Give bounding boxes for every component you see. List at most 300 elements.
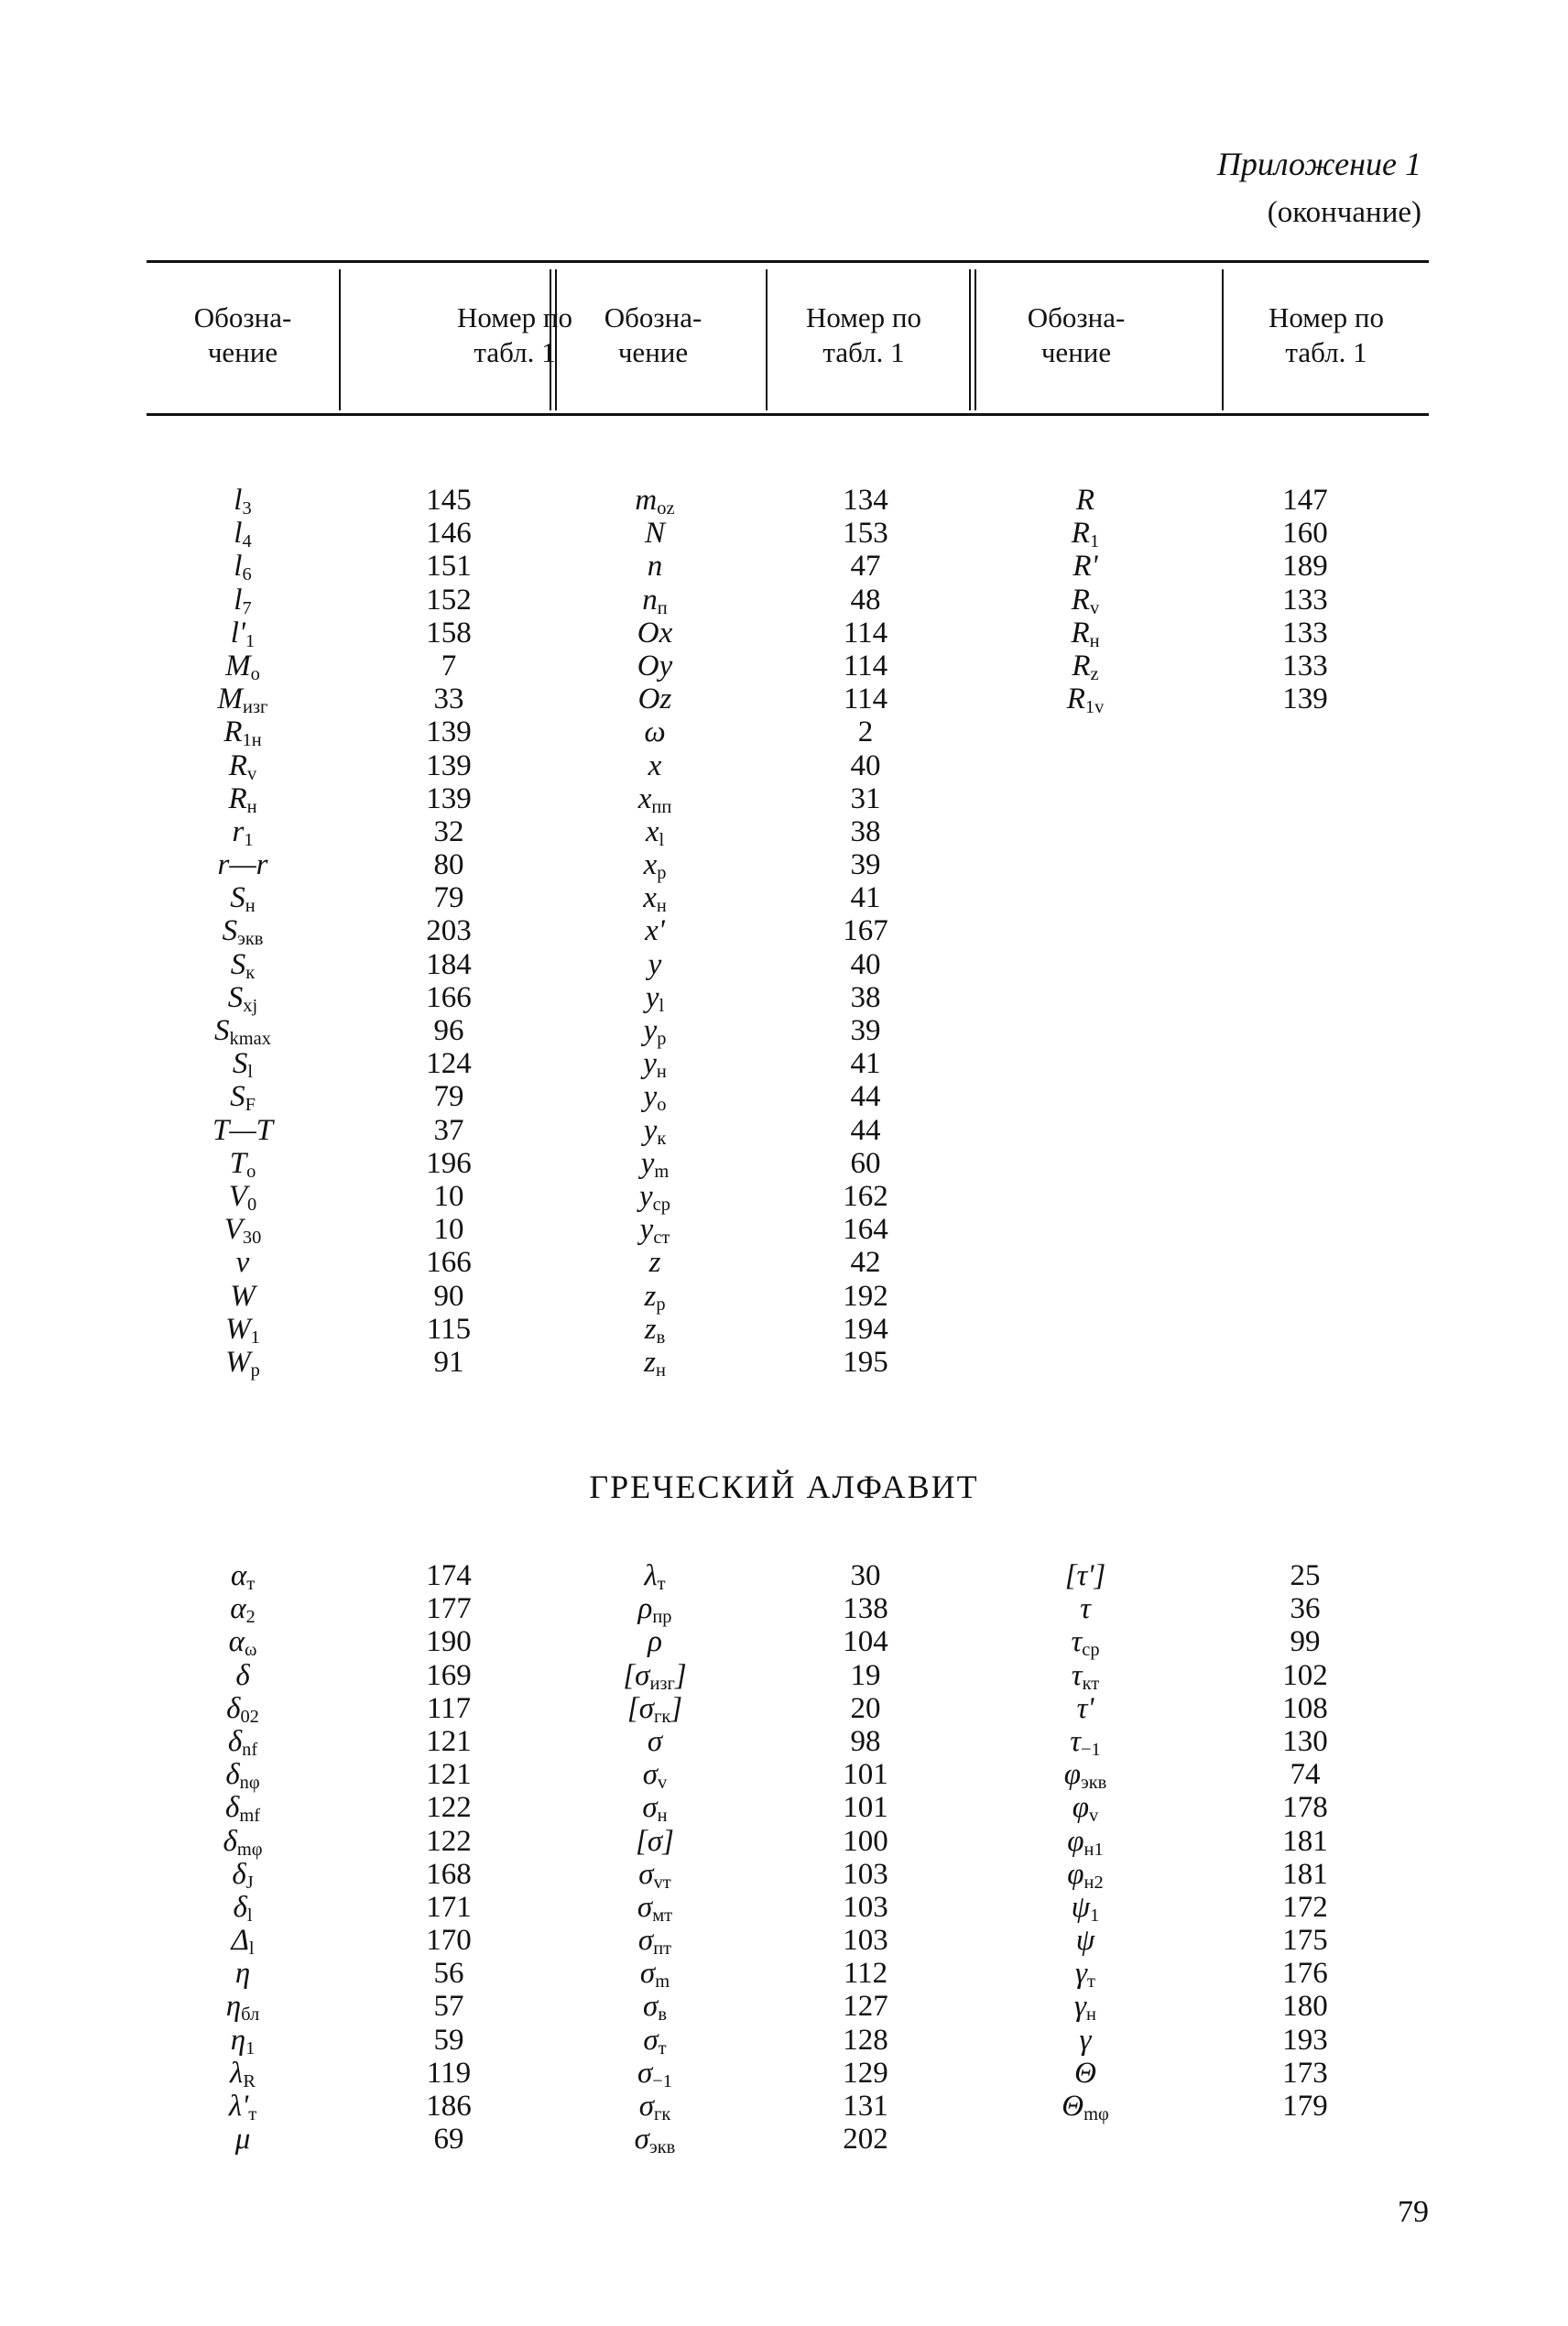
header-table-number-1: Номер по табл. 1: [456, 301, 572, 368]
symbol-subscript: 1н: [242, 730, 262, 751]
table-number-cell: 139: [1282, 683, 1328, 716]
table-number-cell: 44: [850, 1113, 881, 1147]
symbol-base: δ: [224, 1791, 240, 1825]
table-number-cell: 158: [426, 616, 472, 650]
symbol-base: τ: [1070, 1724, 1082, 1758]
symbol-subscript: 0: [246, 1195, 257, 1216]
table-number-cell: 133: [1282, 583, 1328, 617]
symbol-base: R: [228, 781, 247, 815]
table-number-cell: 171: [426, 1890, 472, 1924]
symbol-cell: [147, 1280, 339, 1313]
symbol-subscript: l: [248, 1938, 255, 1960]
table-number-cell: 128: [843, 2023, 888, 2057]
table-number-cell: 127: [843, 1990, 888, 2024]
symbol-base: W: [225, 1345, 251, 1379]
symbol-cell: [147, 1990, 339, 2026]
table-number-cell: 166: [426, 1246, 472, 1280]
table-number-cell: 138: [843, 1592, 888, 1626]
table-number-cell: 114: [843, 683, 888, 716]
symbol-subscript: l: [246, 1905, 253, 1926]
symbol-cell: [559, 1791, 751, 1827]
header-double-divider: [550, 269, 557, 410]
symbol-base: M: [225, 649, 251, 683]
symbol-subscript: изг: [649, 1673, 675, 1694]
symbol-cell: [989, 650, 1181, 683]
table-number-cell: 139: [426, 781, 472, 815]
table-number-cell: 172: [1282, 1890, 1328, 1924]
symbol-subscript: oz: [657, 498, 675, 519]
table-number-cell: 47: [850, 550, 881, 584]
symbol-cell: [147, 1891, 339, 1924]
symbol-base: R: [228, 748, 247, 782]
symbol-subscript: 1: [250, 1327, 260, 1348]
symbol-subscript: 1v: [1084, 697, 1105, 718]
table-number-cell: 90: [433, 1279, 464, 1313]
symbol-cell: [147, 1559, 339, 1595]
symbol-subscript: экв: [1080, 1773, 1107, 1794]
symbol-base: λ: [644, 1559, 658, 1592]
symbol-base: φ: [1067, 1824, 1084, 1858]
symbol-base: z: [644, 1312, 657, 1346]
symbol-cell: [559, 1313, 751, 1346]
symbol-base: R: [223, 715, 243, 749]
table-number-cell: 40: [850, 748, 881, 782]
symbol-cell: [147, 2090, 339, 2123]
table-number-cell: 180: [1282, 1990, 1328, 2024]
symbol-base: Δ: [231, 1924, 249, 1958]
table-number-cell: 101: [843, 1791, 888, 1825]
table-number-cell: 162: [843, 1179, 888, 1213]
symbol-subscript: J: [245, 1872, 254, 1893]
table-number-cell: 30: [850, 1559, 881, 1592]
table-number-cell: 96: [433, 1014, 464, 1047]
symbol-subscript: v: [658, 1773, 668, 1794]
symbol-cell: [147, 2024, 339, 2057]
symbol-base: Oy: [637, 649, 673, 683]
table-number-cell: 195: [843, 1345, 888, 1379]
symbol-subscript: н: [245, 896, 256, 917]
symbol-cell: [559, 1990, 751, 2026]
symbol-base: γ: [1079, 2023, 1092, 2057]
table-number-cell: 56: [433, 1957, 464, 1991]
appendix-title: Приложение 1: [1216, 146, 1421, 182]
symbol-subscript: п: [657, 597, 668, 618]
table-number-cell: 25: [1290, 1559, 1321, 1592]
symbol-cell: [147, 650, 339, 683]
symbol-subscript: l: [247, 1062, 254, 1083]
latin-numbers-2: [806, 484, 925, 1379]
table-number-cell: 175: [1282, 1924, 1328, 1958]
symbol-subscript: мт: [652, 1905, 673, 1926]
symbol-cell: [989, 1692, 1181, 1725]
symbol-subscript: о: [250, 664, 260, 685]
symbol-subscript: ср: [652, 1195, 670, 1216]
symbol-base: δ: [226, 1691, 241, 1725]
table-number-cell: 41: [850, 881, 881, 915]
latin-symbols-3: [989, 484, 1181, 718]
symbol-cell: [989, 484, 1181, 517]
symbol-base: σ: [638, 1857, 654, 1891]
symbol-subscript: 1: [1089, 531, 1100, 552]
symbol-cell: [559, 749, 751, 782]
symbol-subscript: kmax: [229, 1029, 271, 1050]
symbol-base: σ: [639, 1957, 656, 1991]
table-number-cell: 119: [426, 2056, 472, 2090]
symbol-base: α: [230, 1559, 247, 1592]
symbol-base: σ: [647, 1724, 663, 1758]
symbol-subscript: F: [245, 1095, 256, 1116]
symbol-cell: [147, 749, 339, 782]
symbol-cell: [147, 914, 339, 950]
symbol-subscript: к: [245, 962, 256, 983]
symbol-cell: [559, 1014, 751, 1050]
table-number-cell: 112: [843, 1957, 888, 1991]
symbol-base: R: [1075, 484, 1095, 517]
symbol-cell: [559, 1692, 751, 1725]
symbol-cell: [147, 584, 339, 617]
table-number-cell: 202: [843, 2123, 888, 2157]
symbol-cell: [989, 683, 1181, 718]
symbol-base: N: [644, 517, 665, 551]
symbol-cell: [559, 1758, 751, 1794]
table-number-cell: 44: [850, 1080, 881, 1114]
symbol-base: x: [637, 781, 652, 815]
symbol-base: Θ: [1062, 2090, 1084, 2123]
symbol-cell: [147, 981, 339, 1014]
table-number-cell: 38: [850, 814, 881, 848]
symbol-base: S: [230, 947, 246, 981]
symbol-base: z: [648, 1246, 661, 1280]
symbol-base: [σ: [626, 1691, 654, 1725]
symbol-base: δ: [223, 1824, 237, 1858]
page-number: 79: [1398, 2195, 1429, 2229]
table-number-cell: 194: [843, 1312, 888, 1346]
symbol-base: ψ: [1075, 1924, 1095, 1958]
symbol-base: R: [1072, 649, 1091, 683]
symbol-subscript: 3: [242, 498, 252, 519]
symbol-base: z: [644, 1279, 657, 1313]
table-number-cell: 60: [850, 1146, 881, 1180]
symbol-base: y: [639, 1213, 654, 1247]
symbol-base: l: [234, 550, 243, 584]
table-number-cell: 41: [850, 1047, 881, 1081]
symbol-base: λ': [228, 2090, 249, 2123]
table-number-cell: 186: [426, 2090, 472, 2123]
symbol-cell: [147, 1957, 339, 1990]
symbol-cell: [559, 1825, 751, 1858]
symbol-base: α: [228, 1625, 245, 1659]
symbol-cell: [559, 1858, 751, 1891]
symbol-subscript: о: [657, 1095, 667, 1116]
symbol-cell: [559, 848, 751, 884]
symbol-cell: [147, 1179, 339, 1216]
symbol-cell: [989, 1559, 1181, 1592]
table-number-cell: 20: [850, 1691, 881, 1725]
symbol-subscript: 2: [245, 1607, 256, 1628]
symbol-base: δ: [225, 1758, 240, 1792]
greek-alphabet-heading: ГРЕЧЕСКИЙ АЛФАВИТ: [589, 1469, 979, 1505]
symbol-subscript: 7: [242, 597, 252, 618]
symbol-cell: [147, 1346, 339, 1379]
symbol-cell: [989, 1858, 1181, 1891]
symbol-cell: [147, 1924, 339, 1960]
symbol-subscript: −1: [652, 2070, 673, 2091]
symbol-subscript: о: [246, 1161, 256, 1182]
symbol-cell: [559, 1080, 751, 1116]
table-number-cell: 134: [843, 484, 888, 517]
symbol-cell: [989, 1592, 1181, 1625]
symbol-base: σ: [634, 2123, 649, 2157]
symbol-subscript: l: [659, 829, 665, 850]
symbol-cell: [147, 550, 339, 583]
symbol-subscript: в: [656, 1327, 666, 1348]
table-number-cell: 133: [1282, 616, 1328, 650]
symbol-subscript: р: [657, 1029, 667, 1050]
symbol-subscript: бл: [241, 2004, 260, 2026]
header-top-rule: [147, 260, 1429, 263]
table-number-cell: 145: [426, 484, 472, 517]
header-table-number-2: Номер по табл. 1: [805, 301, 921, 368]
table-number-cell: 166: [426, 980, 472, 1014]
table-number-cell: 104: [843, 1625, 888, 1659]
symbol-cell: [559, 1725, 751, 1758]
table-number-cell: 103: [843, 1924, 888, 1958]
symbol-cell: [147, 1825, 339, 1858]
symbol-subscript: н2: [1083, 1872, 1104, 1893]
greek-symbols-3: [989, 1559, 1181, 2123]
table-number-cell: 74: [1290, 1758, 1321, 1792]
symbol-cell: [559, 782, 751, 815]
symbol-cell: [559, 1924, 751, 1960]
table-number-cell: 32: [433, 814, 464, 848]
symbol-base: σ: [643, 1990, 659, 2024]
symbol-base: y: [643, 1014, 658, 1047]
symbol-cell: [989, 617, 1181, 650]
symbol-subscript: экв: [237, 929, 264, 950]
symbol-base: σ: [637, 2056, 653, 2090]
symbol-cell: [989, 517, 1181, 550]
table-number-cell: 19: [850, 1658, 881, 1692]
table-number-cell: 42: [850, 1246, 881, 1280]
table-number-cell: 152: [426, 583, 472, 617]
symbol-cell: [559, 715, 751, 748]
symbol-base: S: [214, 1014, 230, 1047]
symbol-base: [σ]: [636, 1824, 674, 1858]
symbol-cell: [559, 1891, 751, 1924]
table-number-cell: 169: [426, 1658, 472, 1692]
symbol-cell: [147, 782, 339, 815]
symbol-base: γ: [1075, 1957, 1088, 1991]
symbol-cell: [559, 1179, 751, 1216]
symbol-base: S: [232, 1047, 248, 1081]
symbol-base: y: [648, 947, 662, 981]
symbol-subscript: ср: [1082, 1640, 1100, 1661]
latin-numbers-3: [1236, 484, 1374, 715]
latin-numbers-1: [357, 484, 540, 1379]
symbol-base: σ: [642, 1791, 658, 1825]
symbol-cell: [147, 1858, 339, 1891]
greek-numbers-2: [806, 1559, 925, 2156]
symbol-subscript: к: [657, 1128, 667, 1149]
symbol-subscript: mφ: [1083, 2104, 1109, 2125]
symbol-cell: [989, 2024, 1181, 2057]
table-number-cell: 122: [426, 1791, 472, 1825]
symbol-base: z: [644, 1345, 656, 1379]
symbol-cell: [147, 1246, 339, 1279]
symbol-cell: [989, 1957, 1181, 1993]
symbol-subscript: 1: [245, 2037, 256, 2058]
symbol-base: R: [1071, 517, 1090, 551]
symbol-base: r: [232, 814, 245, 848]
header-designation-1: Обозна- чение: [193, 301, 292, 368]
symbol-base: λ: [230, 2056, 244, 2090]
symbol-base: r—r: [217, 848, 268, 882]
symbol-base: σ: [637, 1924, 654, 1958]
symbol-cell: [147, 1014, 339, 1050]
symbol-base: σ: [642, 1758, 659, 1792]
symbol-subscript: ω: [244, 1640, 257, 1661]
table-header: [147, 260, 1429, 416]
table-number-cell: 184: [426, 947, 472, 981]
symbol-subscript: 6: [242, 564, 252, 585]
symbol-subscript: ст: [653, 1228, 670, 1249]
symbol-subscript: т: [657, 1574, 666, 1595]
symbol-cell: [989, 1791, 1181, 1827]
symbol-subscript: 4: [242, 531, 252, 552]
table-number-cell: 40: [850, 947, 881, 981]
header-table-number-3: Номер по табл. 1: [1268, 301, 1384, 368]
symbol-base: [σ: [623, 1658, 650, 1692]
table-number-cell: 103: [843, 1890, 888, 1924]
symbol-subscript: пт: [653, 1938, 672, 1960]
table-number-cell: 124: [426, 1047, 472, 1081]
table-number-cell: 130: [1282, 1724, 1328, 1758]
symbol-subscript: р: [657, 863, 667, 884]
table-number-cell: 151: [426, 550, 472, 584]
symbol-suffix: ]: [670, 1691, 683, 1725]
table-number-cell: 131: [843, 2090, 888, 2123]
symbol-cell: [559, 1625, 751, 1658]
symbol-subscript: н: [656, 1062, 667, 1083]
table-number-cell: 48: [850, 583, 881, 617]
symbol-cell: [559, 650, 751, 683]
symbol-subscript: т: [248, 2104, 257, 2125]
symbol-subscript: экв: [648, 2137, 676, 2158]
symbol-cell: [147, 1114, 339, 1147]
symbol-base: ψ: [1071, 1890, 1091, 1924]
symbol-cell: [559, 1659, 751, 1692]
symbol-subscript: пп: [651, 796, 672, 817]
symbol-subscript: гк: [653, 1706, 671, 1727]
symbol-cell: [559, 948, 751, 981]
symbol-cell: [147, 1313, 339, 1346]
symbol-cell: [147, 1659, 339, 1692]
symbol-base: R: [1071, 583, 1090, 617]
symbol-subscript: изг: [243, 697, 268, 718]
header-double-divider: [969, 269, 976, 410]
symbol-base: V: [228, 1179, 247, 1213]
symbol-base: τ: [1071, 1625, 1083, 1659]
table-number-cell: 10: [433, 1179, 464, 1213]
table-number-cell: 122: [426, 1824, 472, 1858]
table-number-cell: 176: [1282, 1957, 1328, 1991]
table-number-cell: 173: [1282, 2056, 1328, 2090]
table-number-cell: 69: [433, 2123, 464, 2157]
symbol-subscript: н: [246, 796, 257, 817]
symbol-cell: [147, 848, 339, 881]
symbol-subscript: −1: [1081, 1740, 1101, 1761]
symbol-subscript: пр: [652, 1607, 672, 1628]
symbol-subscript: nf: [242, 1740, 258, 1761]
header-bottom-rule: [147, 413, 1429, 416]
symbol-cell: [559, 1559, 751, 1595]
symbol-cell: [559, 550, 751, 583]
symbol-base: m: [635, 484, 658, 517]
symbol-cell: [989, 2090, 1181, 2123]
symbol-cell: [989, 1724, 1181, 1761]
symbol-cell: [559, 1280, 751, 1313]
latin-symbols-1: [147, 484, 339, 1379]
table-number-cell: 115: [426, 1312, 472, 1346]
symbol-suffix: ]: [674, 1658, 687, 1692]
symbol-base: l: [234, 583, 243, 617]
symbol-cell: [989, 1758, 1181, 1794]
symbol-base: α: [230, 1592, 246, 1626]
symbol-subscript: гк: [653, 2104, 671, 2125]
symbol-cell: [559, 1213, 751, 1249]
symbol-subscript: xj: [243, 995, 258, 1016]
symbol-subscript: v: [246, 763, 257, 784]
table-number-cell: 170: [426, 1924, 472, 1958]
symbol-cell: [559, 1592, 751, 1628]
symbol-base: l': [230, 616, 245, 650]
symbol-cell: [147, 1791, 339, 1827]
symbol-cell: [559, 2024, 751, 2057]
symbol-subscript: н: [656, 896, 667, 917]
symbol-base: x: [648, 748, 662, 782]
header-designation-2: Обозна- чение: [604, 301, 702, 368]
symbol-cell: [559, 517, 751, 550]
symbol-cell: [989, 1625, 1181, 1661]
symbol-base: Oz: [637, 683, 672, 716]
symbol-base: σ: [643, 2023, 659, 2057]
symbol-base: φ: [1067, 1857, 1084, 1891]
symbol-base: σ: [638, 2090, 654, 2123]
symbol-cell: [147, 1758, 339, 1794]
symbol-cell: [147, 1047, 339, 1083]
symbol-base: η: [234, 1957, 251, 1991]
table-number-cell: 33: [433, 683, 464, 716]
symbol-cell: [147, 1213, 339, 1249]
table-number-cell: 91: [433, 1345, 464, 1379]
symbol-subscript: т: [658, 2037, 667, 2058]
table-number-cell: 164: [843, 1213, 888, 1247]
table-number-cell: 177: [426, 1592, 472, 1626]
symbol-cell: [147, 617, 339, 650]
symbol-cell: [147, 1080, 339, 1116]
symbol-base: η: [230, 2023, 246, 2057]
table-number-cell: 139: [426, 748, 472, 782]
symbol-base: ρ: [637, 1592, 653, 1626]
table-number-cell: 80: [433, 848, 464, 882]
table-number-cell: 79: [433, 881, 464, 915]
table-number-cell: 101: [843, 1758, 888, 1792]
table-number-cell: 146: [426, 517, 472, 551]
symbol-cell: [147, 484, 339, 517]
table-number-cell: 121: [426, 1758, 472, 1792]
symbol-subscript: 1: [244, 829, 254, 850]
symbol-base: n: [647, 550, 663, 584]
